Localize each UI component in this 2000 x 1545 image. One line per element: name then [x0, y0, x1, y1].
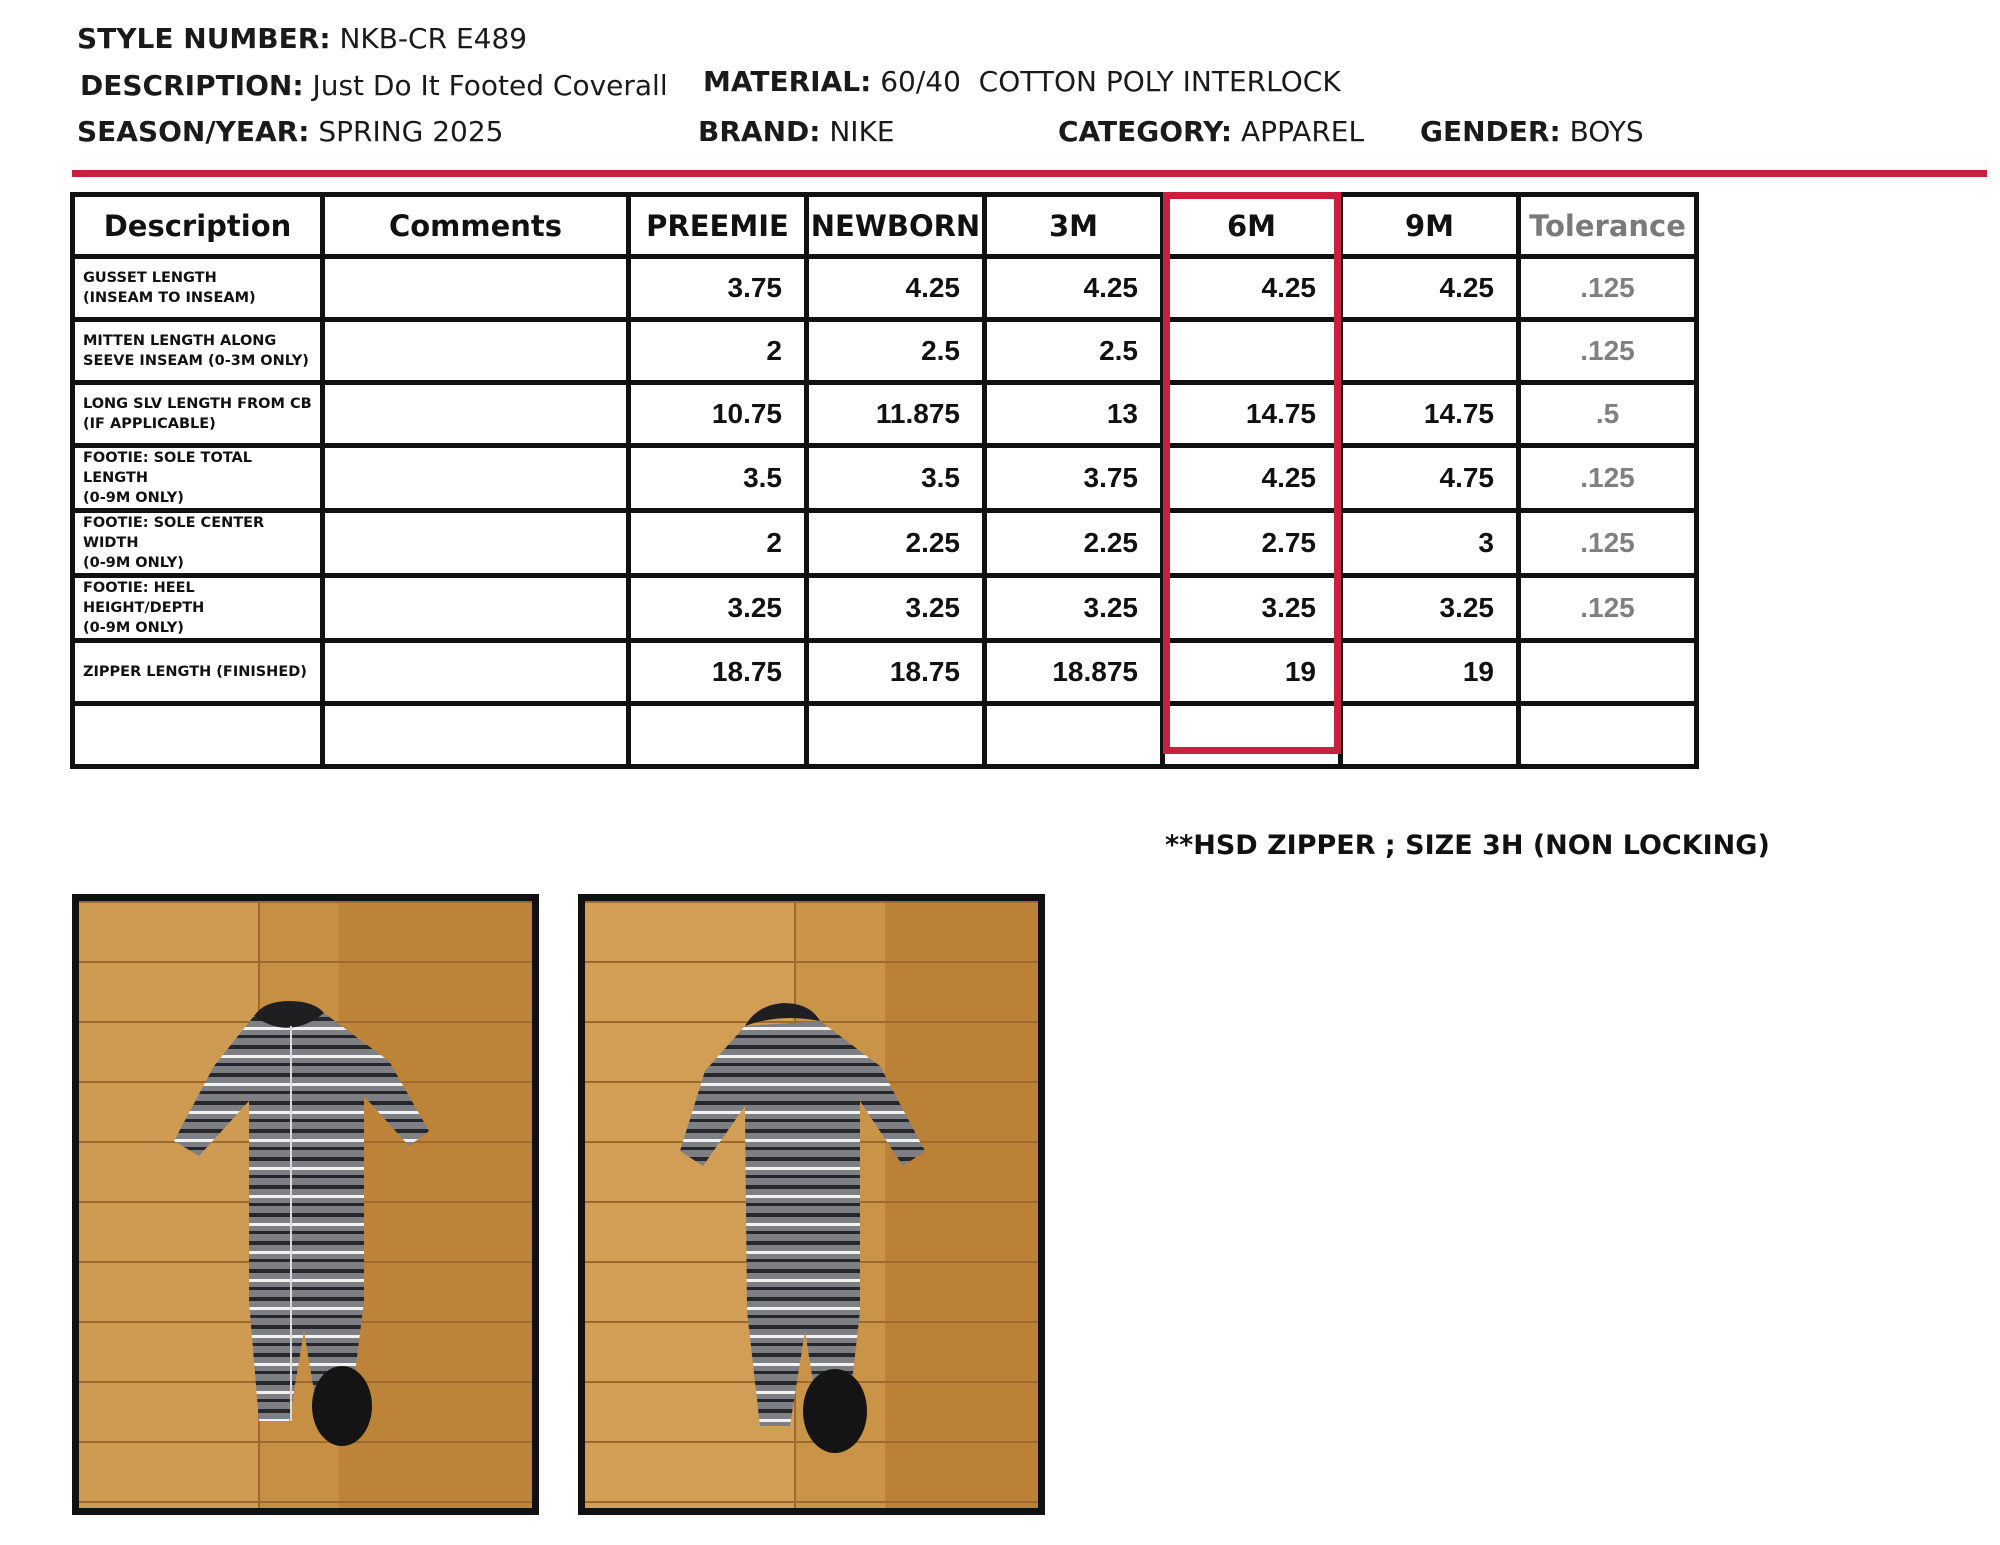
row-description — [73, 511, 323, 576]
cell-m3: 13 — [985, 383, 1163, 446]
gender-line — [1420, 115, 1644, 148]
material-line — [703, 65, 1341, 98]
description-line — [80, 69, 668, 102]
cell-m3 — [985, 704, 1163, 767]
category-value: APPAREL — [1241, 115, 1365, 148]
description-value: Just Do It Footed Coverall — [312, 69, 668, 102]
row-description — [73, 257, 323, 320]
row-comments — [323, 576, 629, 641]
row-description-line1: FOOTIE: SOLE CENTER WIDTH — [83, 515, 265, 551]
cell-newborn: 11.875 — [807, 383, 985, 446]
season-value: SPRING 2025 — [318, 115, 504, 148]
table-row — [73, 383, 1697, 446]
cell-m9: 19 — [1341, 641, 1519, 704]
category-line — [1058, 115, 1364, 148]
cell-m6: 14.75 — [1163, 383, 1341, 446]
table-row — [73, 320, 1697, 383]
cell-m6: 3.25 — [1163, 576, 1341, 641]
table-row — [73, 576, 1697, 641]
back-view-photo — [578, 894, 1045, 1515]
cell-newborn: 18.75 — [807, 641, 985, 704]
style-number-value: NKB-CR E489 — [339, 22, 528, 55]
cell-tolerance: .125 — [1519, 320, 1697, 383]
cell-m6: 2.75 — [1163, 511, 1341, 576]
cell-tolerance — [1519, 641, 1697, 704]
cell-preemie: 3.25 — [629, 576, 807, 641]
cell-newborn: 3.5 — [807, 446, 985, 511]
gender-label: GENDER: — [1420, 115, 1561, 148]
brand-label: BRAND: — [698, 115, 821, 148]
row-description-line1: FOOTIE: SOLE TOTAL LENGTH — [83, 450, 253, 486]
cell-m9 — [1341, 704, 1519, 767]
row-description-line1: LONG SLV LENGTH FROM CB — [83, 396, 312, 412]
cell-newborn: 2.5 — [807, 320, 985, 383]
table-row — [73, 704, 1697, 767]
cell-m3: 2.5 — [985, 320, 1163, 383]
row-description-line2: SEEVE INSEAM (0-3M ONLY) — [83, 353, 309, 369]
table-header-row — [73, 195, 1697, 257]
cell-tolerance: .125 — [1519, 257, 1697, 320]
row-description — [73, 446, 323, 511]
cell-tolerance: .5 — [1519, 383, 1697, 446]
header-comments: Comments — [323, 195, 629, 257]
cell-m9: 14.75 — [1341, 383, 1519, 446]
cell-tolerance: .125 — [1519, 511, 1697, 576]
row-description — [73, 704, 323, 767]
row-description-line2: (INSEAM TO INSEAM) — [83, 290, 256, 306]
cell-m6 — [1163, 320, 1341, 383]
row-comments — [323, 641, 629, 704]
row-description — [73, 383, 323, 446]
cell-tolerance — [1519, 704, 1697, 767]
cell-newborn: 2.25 — [807, 511, 985, 576]
row-description-line1: FOOTIE: HEEL HEIGHT/DEPTH — [83, 580, 205, 616]
material-value: 60/40 COTTON POLY INTERLOCK — [880, 65, 1341, 98]
cell-m9: 4.25 — [1341, 257, 1519, 320]
cell-tolerance: .125 — [1519, 576, 1697, 641]
cell-newborn — [807, 704, 985, 767]
row-comments — [323, 446, 629, 511]
row-description — [73, 576, 323, 641]
cell-m6: 4.25 — [1163, 446, 1341, 511]
row-description-line2: (IF APPLICABLE) — [83, 416, 216, 432]
category-label: CATEGORY: — [1058, 115, 1233, 148]
table-row — [73, 641, 1697, 704]
row-description-line1: MITTEN LENGTH ALONG — [83, 333, 277, 349]
row-description-line2: (0-9M ONLY) — [83, 620, 184, 636]
header-preemie: PREEMIE — [629, 195, 807, 257]
row-description — [73, 641, 323, 704]
table-row — [73, 257, 1697, 320]
brand-value: NIKE — [829, 115, 895, 148]
material-label: MATERIAL: — [703, 65, 872, 98]
row-description-line2: (0-9M ONLY) — [83, 490, 184, 506]
row-description-line1: ZIPPER LENGTH (FINISHED) — [83, 664, 307, 680]
cell-m9 — [1341, 320, 1519, 383]
style-number-label: STYLE NUMBER: — [77, 22, 331, 55]
cell-m3: 2.25 — [985, 511, 1163, 576]
gender-value: BOYS — [1569, 115, 1644, 148]
cell-preemie: 3.5 — [629, 446, 807, 511]
row-description-line2: (0-9M ONLY) — [83, 555, 184, 571]
header-3m: 3M — [985, 195, 1163, 257]
row-comments — [323, 704, 629, 767]
season-label: SEASON/YEAR: — [77, 115, 310, 148]
cell-preemie: 10.75 — [629, 383, 807, 446]
cell-m9: 4.75 — [1341, 446, 1519, 511]
cell-m6 — [1163, 704, 1341, 767]
table-row — [73, 446, 1697, 511]
front-view-photo — [72, 894, 539, 1515]
cell-preemie: 2 — [629, 511, 807, 576]
cell-m6: 19 — [1163, 641, 1341, 704]
front-view-image — [79, 901, 532, 1508]
row-comments — [323, 511, 629, 576]
header-tolerance: Tolerance — [1519, 195, 1697, 257]
cell-m3: 3.25 — [985, 576, 1163, 641]
row-description-line1: GUSSET LENGTH — [83, 270, 217, 286]
header-newborn: NEWBORN — [807, 195, 985, 257]
cell-newborn: 4.25 — [807, 257, 985, 320]
style-number-line — [77, 22, 527, 55]
header-divider — [72, 170, 1987, 177]
table-row — [73, 511, 1697, 576]
brand-line — [698, 115, 895, 148]
row-comments — [323, 383, 629, 446]
cell-preemie — [629, 704, 807, 767]
back-view-image — [585, 901, 1038, 1508]
season-line — [77, 115, 504, 148]
cell-newborn: 3.25 — [807, 576, 985, 641]
description-label: DESCRIPTION: — [80, 69, 304, 102]
measurement-table — [70, 192, 1699, 769]
cell-m9: 3.25 — [1341, 576, 1519, 641]
cell-m3: 3.75 — [985, 446, 1163, 511]
cell-m3: 4.25 — [985, 257, 1163, 320]
cell-preemie: 3.75 — [629, 257, 807, 320]
row-comments — [323, 257, 629, 320]
cell-tolerance: .125 — [1519, 446, 1697, 511]
cell-m9: 3 — [1341, 511, 1519, 576]
header-6m: 6M — [1163, 195, 1341, 257]
cell-preemie: 18.75 — [629, 641, 807, 704]
cell-m6: 4.25 — [1163, 257, 1341, 320]
row-description — [73, 320, 323, 383]
cell-preemie: 2 — [629, 320, 807, 383]
header-9m: 9M — [1341, 195, 1519, 257]
cell-m3: 18.875 — [985, 641, 1163, 704]
zipper-note: **HSD ZIPPER ; SIZE 3H (NON LOCKING) — [1165, 830, 1770, 861]
row-comments — [323, 320, 629, 383]
header-description: Description — [73, 195, 323, 257]
